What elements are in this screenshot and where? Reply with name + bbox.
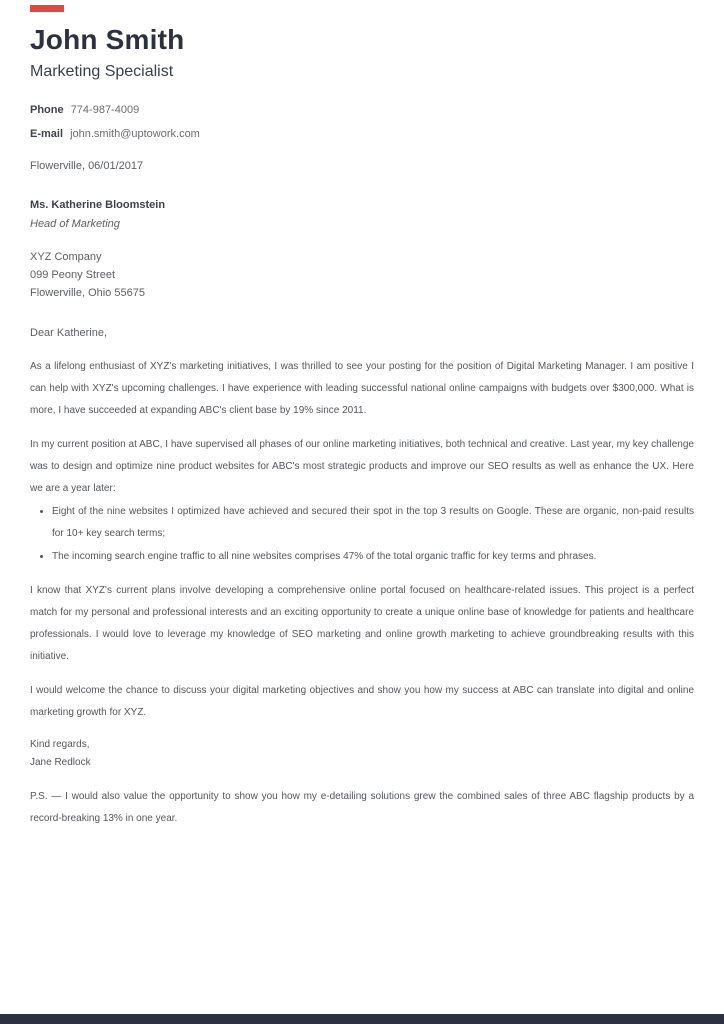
applicant-name: John Smith	[30, 24, 185, 55]
achievements-list	[30, 500, 694, 568]
email-row	[30, 122, 694, 146]
recipient-title: Head of Marketing	[30, 218, 120, 230]
contact-block	[30, 98, 694, 146]
company-city: Flowerville, Ohio 55675	[30, 287, 145, 299]
recipient-block	[30, 196, 694, 234]
top-accent-bar	[30, 5, 64, 12]
phone-value: 774-987-4009	[70, 104, 140, 116]
closing-regards: Kind regards,	[30, 739, 90, 750]
closing-block	[30, 736, 694, 772]
paragraph-company-plans: I know that XYZ's current plans involve developing a comprehensive online portal focused on healthcare-related issues. This project is a perfect match for my personal and professional interests and an exciting opportunity to create a unique online base of knowledge for patients and healthcare professionals. I would love to leverage my knowledge of SEO marketing and online growth marketing to achieve groundbreaking results with this initiative.	[30, 585, 694, 662]
email-label: E-mail	[30, 128, 64, 140]
postscript: P.S. — I would also value the opportunity to show you how my e-detailing solutions grew the combined sales of three ABC flagship products by a record-breaking 13% in one year.	[30, 791, 694, 824]
company-name: XYZ Company	[30, 251, 102, 263]
salutation: Dear Katherine,	[30, 327, 108, 339]
paragraph-current-role: In my current position at ABC, I have supervised all phases of our online marketing initiatives, both technical and creative. Last year, my key challenge was to design and optimize nine product websites for ABC's most strategic products and improve our SEO results as well as enhance the UX. Here we are a year later:	[30, 439, 694, 494]
paragraph-intro: As a lifelong enthusiast of XYZ's marketing initiatives, I was thrilled to see your posting for the position of Digital Marketing Manager. I am positive I can help with XYZ's upcoming challenges. I have experience with leading successful national online campaigns with budgets over $300,000. What is more, I have succeeded at expanding ABC's client base by 19% since 2011.	[30, 361, 694, 416]
closing-signature: Jane Redlock	[30, 757, 91, 768]
bottom-accent-bar	[0, 1014, 724, 1024]
achievement-item-1: • Eight of the nine websites I optimized have achieved and secured their spot in the top 3 results on Google. These are organic, non-paid results for 10+ key search terms;	[52, 500, 694, 545]
paragraph-call-to-action: I would welcome the chance to discuss your digital marketing objectives and show you how my success at ABC can translate into digital and online marketing growth for XYZ.	[30, 685, 694, 718]
applicant-job-title: Marketing Specialist	[30, 63, 174, 80]
phone-label: Phone	[30, 104, 64, 116]
achievement-item-2: • The incoming search engine traffic to all nine websites comprises 47% of the total organic traffic for key terms and phrases.	[52, 545, 694, 568]
phone-row	[30, 98, 694, 122]
recipient-name: Ms. Katherine Bloomstein	[30, 199, 166, 211]
company-address-block	[30, 248, 694, 302]
date-line: Flowerville, 06/01/2017	[30, 160, 144, 172]
company-street: 099 Peony Street	[30, 269, 116, 281]
email-value: john.smith@uptowork.com	[70, 128, 200, 140]
